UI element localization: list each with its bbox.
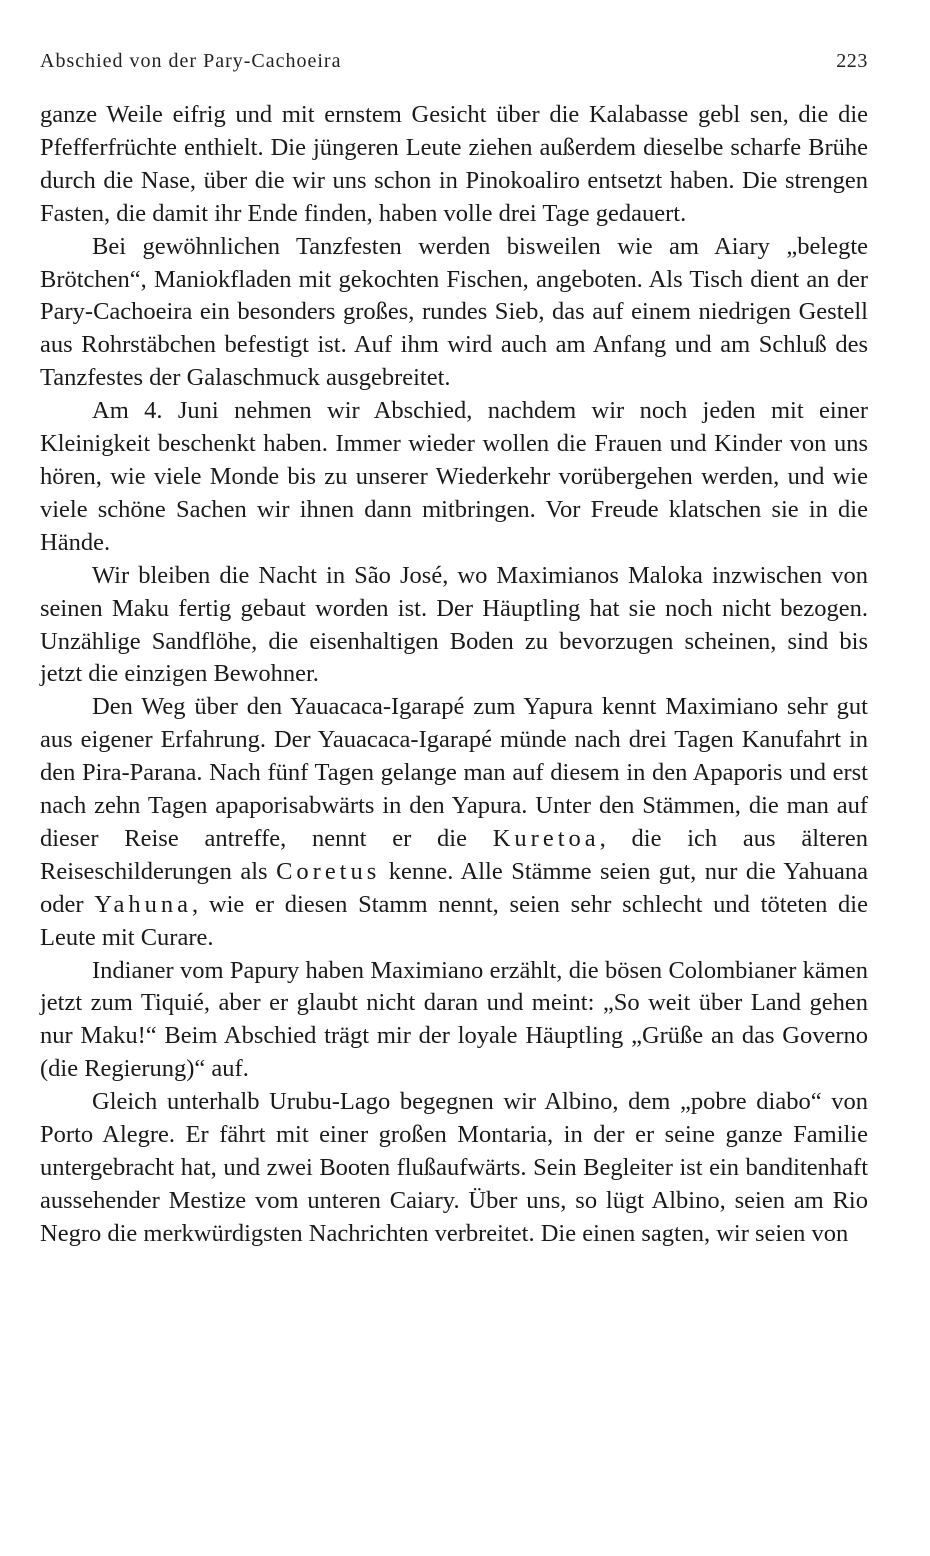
text-run: Den Weg über den Yauacaca-Igarapé zum Yapura kennt Maximiano sehr gut aus eigener Erfahrung. Der Yauacaca-Igarapé münde nach drei Tagen Kanufahrt in den Pira-Parana. Nach fünf Tagen gelange man auf diesem in den Apaporis und erst nach zehn Tagen apaporisabwärts in den Yapura. Unter den Stämmen, die man auf dieser Reise antreffe, nennt er die — [40, 693, 868, 852]
page-number: 223 — [836, 50, 868, 72]
text-run: Bei gewöhnlichen Tanzfesten werden bisweilen wie am Aiary „belegte Brötchen“, Maniokfladen mit gekochten Fischen, angeboten. Als Tisch dient an der Pary-Cachoeira ein besonders großes, rundes Sieb, das auf einem niedrigen Gestell aus Rohrstäbchen befestigt ist. Auf ihm wird auch am Anfang und am Schluß des Tanzfestes der Galaschmuck ausgebreitet. — [40, 232, 868, 392]
paragraph — [40, 955, 868, 1087]
running-head-title: Abschied von der Pary-Cachoeira — [40, 50, 342, 72]
paragraph — [40, 691, 868, 954]
text-run: kenne. Alle Stämme seien gut, nur die Yahuana oder — [40, 857, 868, 918]
spaced-name: Kuretoa — [492, 824, 600, 852]
paragraph — [40, 99, 868, 231]
paragraph — [40, 231, 868, 396]
book-page — [40, 50, 868, 1251]
paragraph — [40, 560, 868, 692]
spaced-name: Yahuna — [94, 890, 193, 918]
text-run: Am 4. Juni nehmen wir Abschied, nachdem wir noch jeden mit einer Kleinigkeit beschenkt haben. Immer wieder wollen die Frauen und Kinder von uns hören, wie viele Monde bis zu unserer Wiederkehr vorübergehen werden, und wie viele schöne Sachen wir ihnen dann mitbringen. Vor Freude klatschen sie in die Hände. — [40, 397, 868, 556]
text-run: , wie er diesen Stamm nennt, seien sehr schlecht und töteten die Leute mit Curare. — [40, 890, 868, 951]
body-text — [40, 99, 868, 1251]
text-run: Wir bleiben die Nacht in São José, wo Maximianos Maloka inzwischen von seinen Maku fertig gebaut worden ist. Der Häuptling hat sie noch nicht bezogen. Unzählige Sandflöhe, die eisenhaltigen Boden zu bevorzugen scheinen, sind bis jetzt die einzigen Bewohner. — [40, 561, 868, 688]
paragraph — [40, 1086, 868, 1251]
paragraph — [40, 395, 868, 560]
text-run: Indianer vom Papury haben Maximiano erzählt, die bösen Colombianer kämen jetzt zum Tiquié, aber er glaubt nicht daran und meint: „So weit über Land gehen nur Maku!“ Beim Abschied trägt mir der loyale Häuptling „Grüße an das Governo (die Regierung)“ auf. — [40, 956, 868, 1083]
spaced-name: Coretus — [276, 857, 381, 885]
text-run: ganze Weile eifrig und mit ernstem Gesicht über die Kalabasse gebl sen, die die Pfefferfrüchte enthielt. Die jüngeren Leute ziehen außerdem dieselbe scharfe Brühe durch die Nase, über die wir uns schon in Pinokoaliro entsetzt haben. Die strengen Fasten, die damit ihr Ende finden, haben volle drei Tage gedauert. — [40, 101, 868, 227]
text-run: , die ich aus älteren Reiseschilderungen als — [40, 824, 868, 885]
text-run: Gleich unterhalb Urubu-Lago begegnen wir Albino, dem „pobre diabo“ von Porto Alegre. Er fährt mit einer großen Montaria, in der er seine ganze Familie untergebracht hat, und zwei Booten flußaufwärts. Sein Begleiter ist ein banditenhaft aussehender Mestize vom unteren Caiary. Über uns, so lügt Albino, seien am Rio Negro die merkwürdigsten Nachrichten verbreitet. Die einen sagten, wir seien von — [40, 1088, 868, 1247]
running-head — [40, 50, 868, 73]
